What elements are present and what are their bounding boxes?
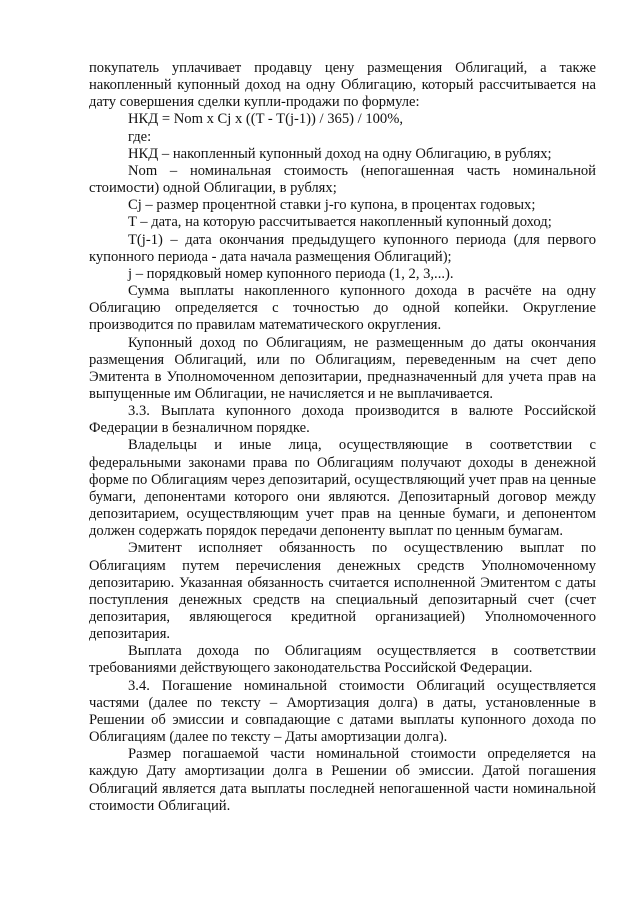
paragraph-def-nkd: НКД – накопленный купонный доход на одну Облигацию, в рублях; <box>128 145 552 162</box>
paragraph-issuer-obligation: Эмитент исполняет обязанность по осуществлению выплат по Облигациям путем перечисления денежных средств Уполномоченному депозитарию. Указанная обязанность считается исполненной Эмитентом с даты поступления денежных средств на специальный депозитарный счет (счет депозитария, являющегося кредитной организацией) Уполномоченного депозитария. <box>89 540 596 643</box>
paragraph-def-nom: Nom – номинальная стоимость (непогашенная часть номинальной стоимости) одной Облигации, в рублях; <box>89 162 596 197</box>
paragraph-rounding: Сумма выплаты накопленного купонного дохода в расчёте на одну Облигацию определяется с точностью до одной копейки. Округление производится по правилам математического округления. <box>89 283 596 334</box>
document-page <box>89 60 596 815</box>
paragraph-nkd-intro: покупатель уплачивает продавцу цену размещения Облигаций, а также накопленный купонный доход на одну Облигацию, который рассчитывается на дату совершения сделки купли-продажи по формуле: <box>89 60 596 111</box>
paragraph-holders-income: Владельцы и иные лица, осуществляющие в соответствии с федеральными законами права по Облигациям получают доходы в денежной форме по Облигациям через депозитарий, осуществляющий учет прав на ценные бумаги, депонентами которого они являются. Депозитарный договор между депозитарием, осуществляющим учет прав на ценные бумаги, и депонентом должен содержать порядок передачи депоненту выплат по ценным бумагам. <box>89 437 596 540</box>
paragraph-unplaced-bonds: Купонный доход по Облигациям, не размещенным до даты окончания размещения Облигаций, или по Облигациям, переведенным на счет депо Эмитента в Уполномоченном депозитарии, предназначенный для учета прав на выпущенные им Облигации, не начисляется и не выплачивается. <box>89 334 596 402</box>
paragraph-def-cj: Cj – размер процентной ставки j-го купона, в процентах годовых; <box>128 197 536 214</box>
paragraph-amortization-size: Размер погашаемой части номинальной стоимости определяется на каждую Дату амортизации долга в Решении об эмиссии. Датой погашения Облигаций является дата выплаты последней непогашенной части номинальной стоимости Облигаций. <box>89 746 596 814</box>
paragraph-def-tj1: T(j-1) – дата окончания предыдущего купонного периода (для первого купонного периода - дата начала размещения Облигаций); <box>89 231 596 265</box>
paragraph-def-j: j – порядковый номер купонного периода (1, 2, 3,...). <box>128 265 454 282</box>
paragraph-section-3-4: 3.4. Погашение номинальной стоимости Облигаций осуществляется частями (далее по тексту – Амортизация долга) в даты, установленные в Решении об эмиссии и совпадающие с датами выплаты купонного дохода по Облигациям (далее по тексту – Даты амортизации долга). <box>89 677 596 746</box>
paragraph-nkd-formula: НКД = Nom x Cj x ((T - T(j-1)) / 365) / 100%, <box>128 111 404 128</box>
paragraph-where: где: <box>128 128 152 145</box>
paragraph-legislation: Выплата дохода по Облигациям осуществляется в соответствии требованиями действующего законодательства Российской Федерации. <box>89 643 596 677</box>
paragraph-def-t: T – дата, на которую рассчитывается накопленный купонный доход; <box>128 214 552 231</box>
paragraph-section-3-3: 3.3. Выплата купонного дохода производится в валюте Российской Федерации в безналичном порядке. <box>89 403 596 437</box>
